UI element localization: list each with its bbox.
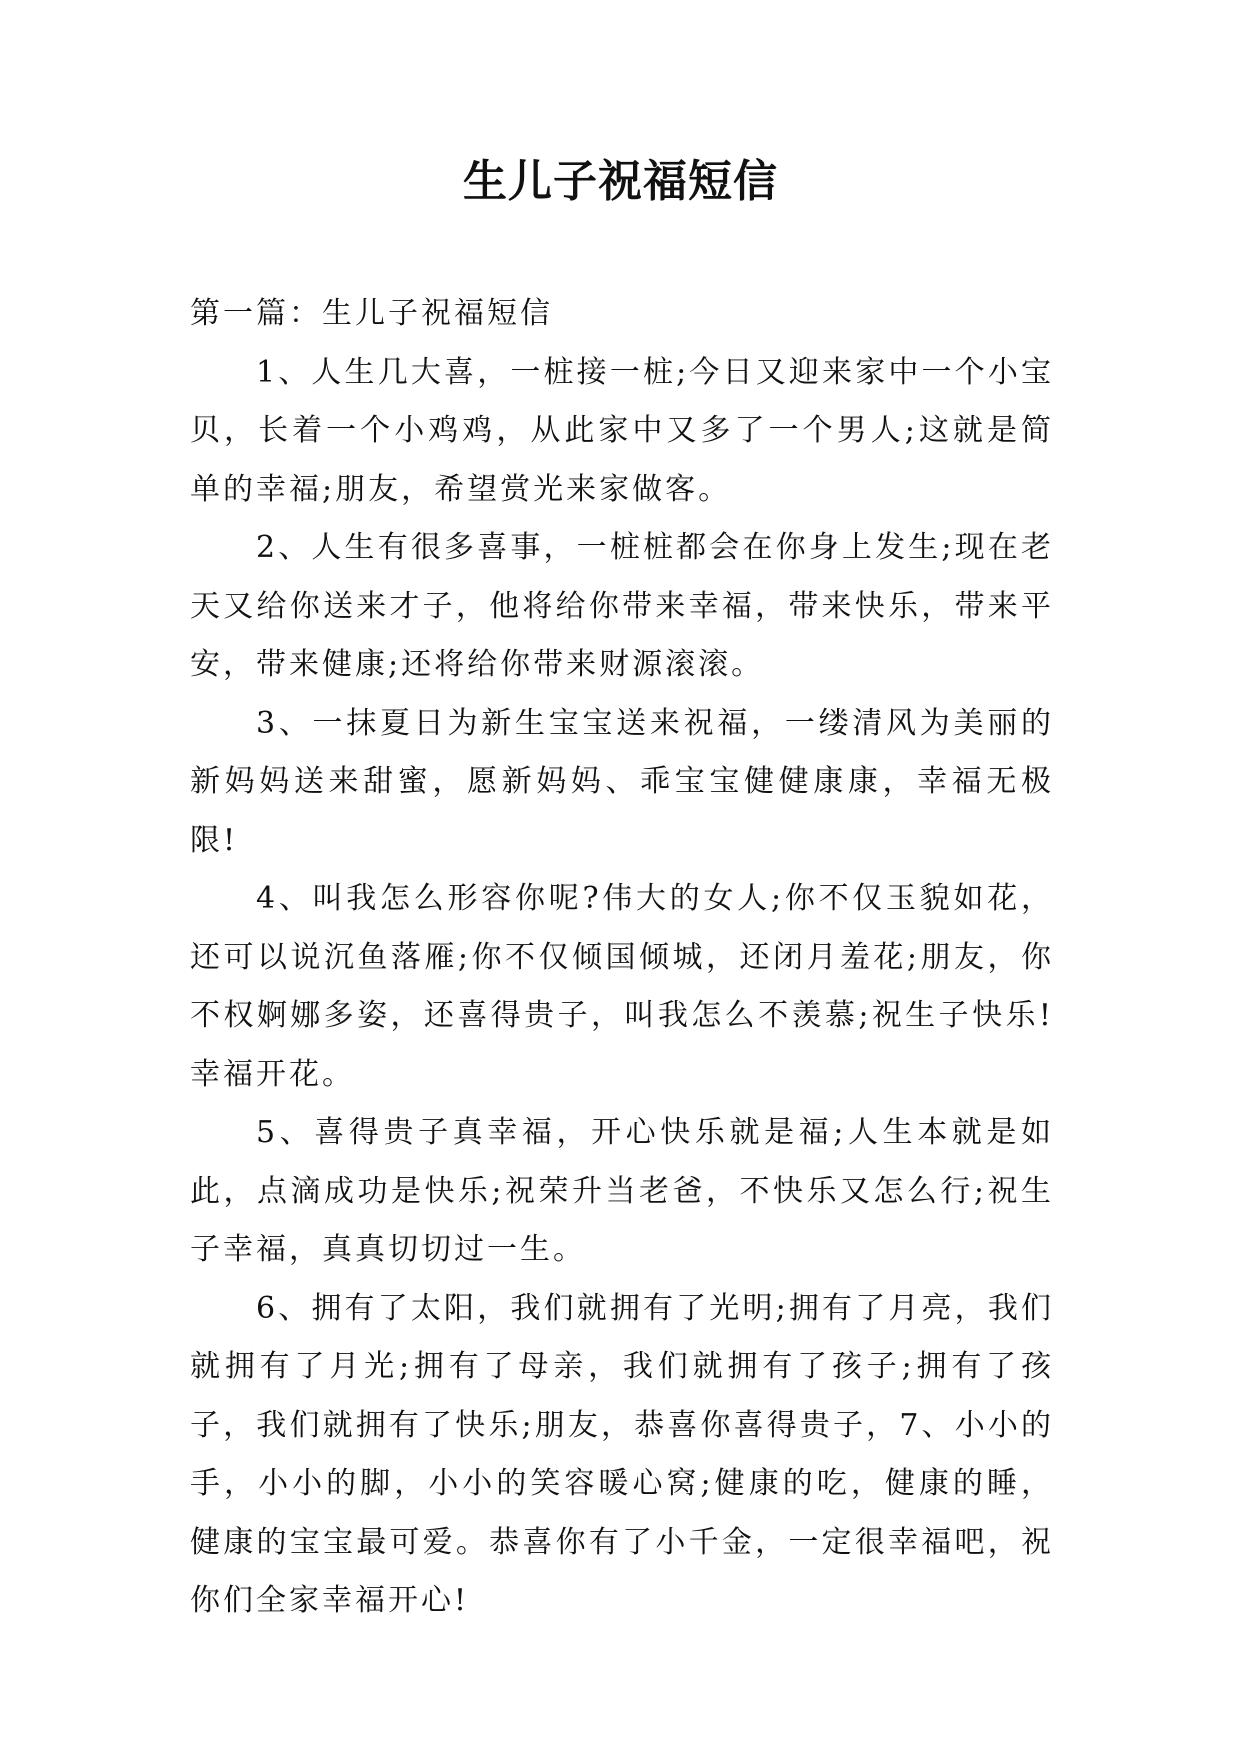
paragraph-1: 1、人生几大喜，一桩接一桩;今日又迎来家中一个小宝贝，长着一个小鸡鸡，从此家中又多了一个男人;这就是简单的幸福;朋友，希望赏光来家做客。 <box>190 354 1054 507</box>
document-title: 生儿子祝福短信 <box>463 156 778 207</box>
paragraph-3: 3、一抹夏日为新生宝宝送来祝福，一缕清风为美丽的新妈妈送来甜蜜，愿新妈妈、乖宝宝健健康康，幸福无极限! <box>190 705 1054 858</box>
paragraph-2: 2、人生有很多喜事，一桩桩都会在你身上发生;现在老天又给你送来才子，他将给你带来幸福，带来快乐，带来平安，带来健康;还将给你带来财源滚滚。 <box>190 530 1054 682</box>
paragraph-4: 4、叫我怎么形容你呢?伟大的女人;你不仅玉貌如花，还可以说沉鱼落雁;你不仅倾国倾城，还闭月羞花;朋友，你不权婀娜多姿，还喜得贵子，叫我怎么不羡慕;祝生子快乐!幸福开花。 <box>190 881 1054 1092</box>
paragraph-5: 5、喜得贵子真幸福，开心快乐就是福;人生本就是如此，点滴成功是快乐;祝荣升当老爸，不快乐又怎么行;祝生子幸福，真真切切过一生。 <box>190 1115 1054 1267</box>
section-heading: 第一篇：生儿子祝福短信 <box>190 296 553 331</box>
document-body <box>190 285 1054 1631</box>
paragraph-6: 6、拥有了太阳，我们就拥有了光明;拥有了月亮，我们就拥有了月光;拥有了母亲，我们就拥有了孩子;拥有了孩子，我们就拥有了快乐;朋友，恭喜你喜得贵子，7、小小的手，小小的脚，小小的笑容暖心窝;健康的吃，健康的睡，健康的宝宝最可爱。恭喜你有了小千金，一定很幸福吧，祝你们全家幸福开心! <box>190 1290 1054 1618</box>
